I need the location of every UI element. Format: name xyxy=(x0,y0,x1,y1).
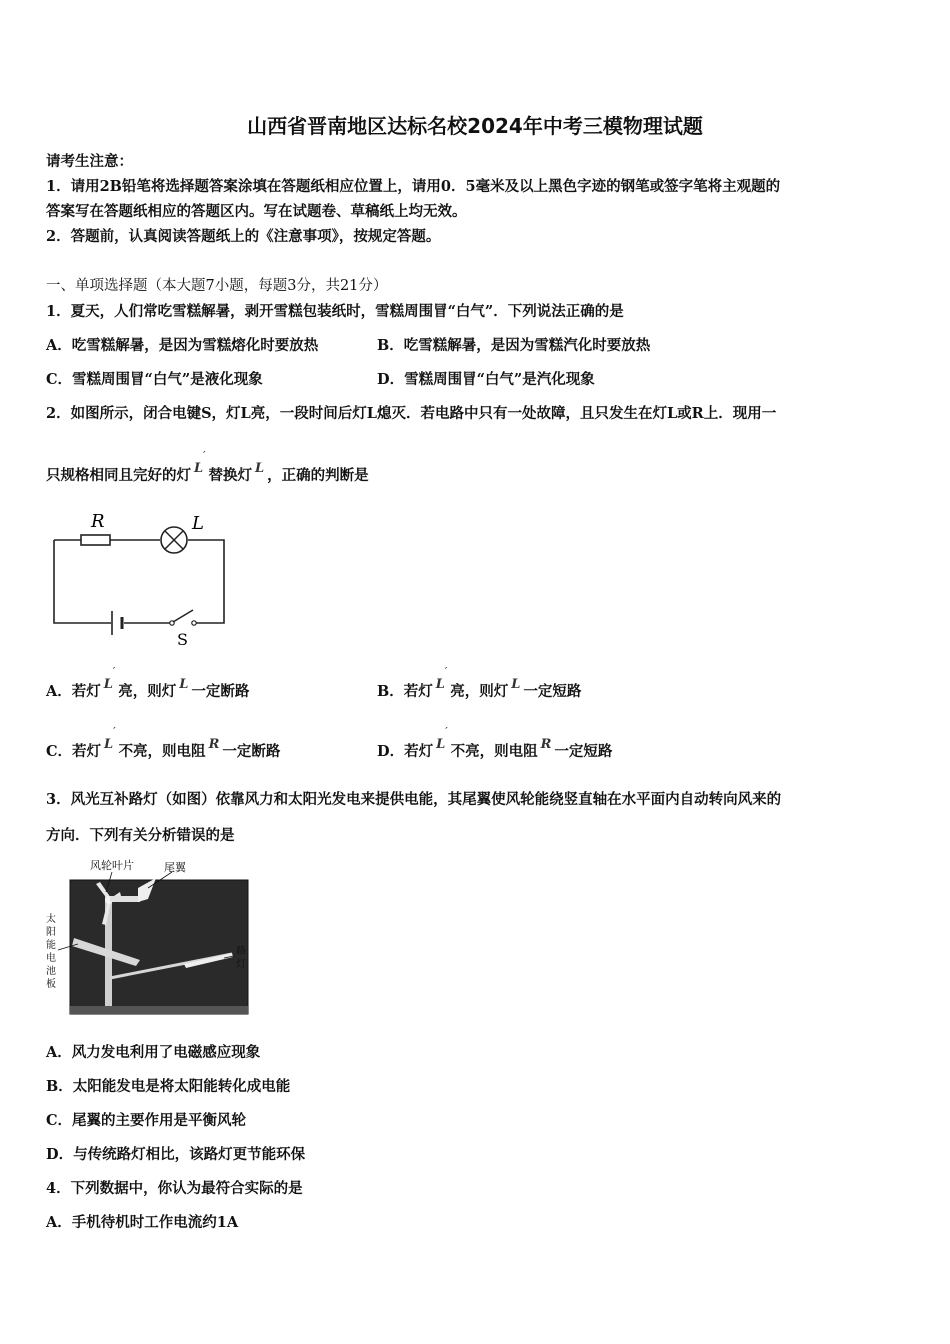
q1-option-d[interactable]: D．雪糕周围冒“白气”是汽化现象 xyxy=(377,371,595,388)
lamp-symbol xyxy=(161,527,187,553)
resistor-symbol xyxy=(81,535,110,545)
q2-stem-text-c: ，正确的判断是 xyxy=(267,467,369,484)
q3-option-c[interactable]: C．尾翼的主要作用是平衡风轮 xyxy=(46,1112,247,1129)
q2-option-a[interactable]: A．若灯 L′亮，则灯 L 一定断路 xyxy=(46,667,250,700)
lamp-label: L xyxy=(192,513,204,534)
page-title: 山西省晋南地区达标名校2024年中考三模物理试题 xyxy=(247,114,703,138)
battery-symbol xyxy=(112,611,122,635)
label-solar-panel xyxy=(46,912,56,990)
label-tail-vane: 尾翼 xyxy=(164,861,186,874)
q3-option-a[interactable]: A．风力发电利用了电磁感应现象 xyxy=(46,1044,261,1061)
q1-option-c[interactable]: C．雪糕周围冒“白气”是液化现象 xyxy=(46,371,263,388)
notice-item2: 2．答题前，认真阅读答题纸上的《注意事项》，按规定答题。 xyxy=(46,228,441,245)
svg-text:板: 板 xyxy=(46,979,56,990)
symbol-l: L xyxy=(511,677,521,692)
label-wind-blade: 风轮叶片 xyxy=(90,859,134,872)
symbol-l-prime: L′ xyxy=(104,727,116,752)
svg-text:路: 路 xyxy=(236,946,246,957)
q3-stem-line1: 3．风光互补路灯（如图）依靠风力和太阳光发电来提供电能，其尾翼使风轮能绕竖直轴在水平面内自动转向风来的 xyxy=(46,791,782,808)
street-lamp-photo xyxy=(44,856,254,1018)
switch-symbol xyxy=(170,610,196,625)
section-heading: 一、单项选择题（本大题7小题，每题3分，共21分） xyxy=(46,278,388,294)
symbol-r: R xyxy=(208,737,220,752)
symbol-l: L xyxy=(179,677,189,692)
svg-text:能: 能 xyxy=(46,940,56,951)
q2-stem-line1: 2．如图所示，闭合电键S，灯L亮，一段时间后灯L熄灭．若电路中只有一处故障，且只发生在灯L或R上．现用一 xyxy=(46,405,777,422)
q2-option-c[interactable]: C．若灯 L′不亮，则电阻 R 一定断路 xyxy=(46,727,281,760)
q3-option-b[interactable]: B．太阳能发电是将太阳能转化成电能 xyxy=(46,1078,291,1095)
switch-label: S xyxy=(177,630,188,649)
symbol-l-prime: L′ xyxy=(103,667,116,692)
svg-text:电: 电 xyxy=(46,953,56,964)
q4-stem: 4．下列数据中，你认为最符合实际的是 xyxy=(46,1180,303,1197)
circuit-diagram xyxy=(46,505,236,650)
q1-option-a[interactable]: A．吃雪糕解暑，是因为雪糕熔化时要放热 xyxy=(46,337,319,354)
symbol-l-prime: L′ xyxy=(436,727,448,752)
q2-option-b[interactable]: B．若灯 L′亮，则灯 L 一定短路 xyxy=(377,667,582,700)
svg-text:太: 太 xyxy=(46,914,56,925)
symbol-l: L xyxy=(255,461,265,476)
symbol-l-prime: L′ xyxy=(194,451,206,476)
svg-text:灯: 灯 xyxy=(236,959,246,970)
notice-item1-line1: 1．请用2B铅笔将选择题答案涂填在答题纸相应位置上，请用0．5毫米及以上黑色字迹的钢笔或签字笔将主观题的 xyxy=(46,178,781,195)
q3-stem-line2: 方向．下列有关分析错误的是 xyxy=(46,827,235,844)
q2-stem-text-a: 只规格相同且完好的灯 xyxy=(46,467,191,484)
q1-stem: 1．夏天，人们常吃雪糕解暑，剥开雪糕包装纸时，雪糕周围冒“白气”．下列说法正确的是 xyxy=(46,303,624,320)
q2-stem-text-b: 替换灯 xyxy=(208,467,253,484)
notice-item1-line2: 答案写在答题纸相应的答题区内。写在试题卷、草稿纸上均无效。 xyxy=(46,203,467,220)
symbol-l-prime: L′ xyxy=(435,667,448,692)
q4-option-a[interactable]: A．手机待机时工作电流约1A xyxy=(46,1214,239,1231)
resistor-label: R xyxy=(91,511,105,532)
svg-text:池: 池 xyxy=(46,966,56,977)
notice-heading: 请考生注意： xyxy=(46,153,133,170)
q2-option-d[interactable]: D．若灯 L′不亮，则电阻 R 一定短路 xyxy=(377,727,613,760)
q2-stem-line2 xyxy=(46,451,369,488)
svg-text:阳: 阳 xyxy=(46,927,56,938)
q3-option-d[interactable]: D．与传统路灯相比，该路灯更节能环保 xyxy=(46,1146,306,1163)
symbol-r: R xyxy=(540,737,552,752)
q1-option-b[interactable]: B．吃雪糕解暑，是因为雪糕汽化时要放热 xyxy=(377,337,651,354)
